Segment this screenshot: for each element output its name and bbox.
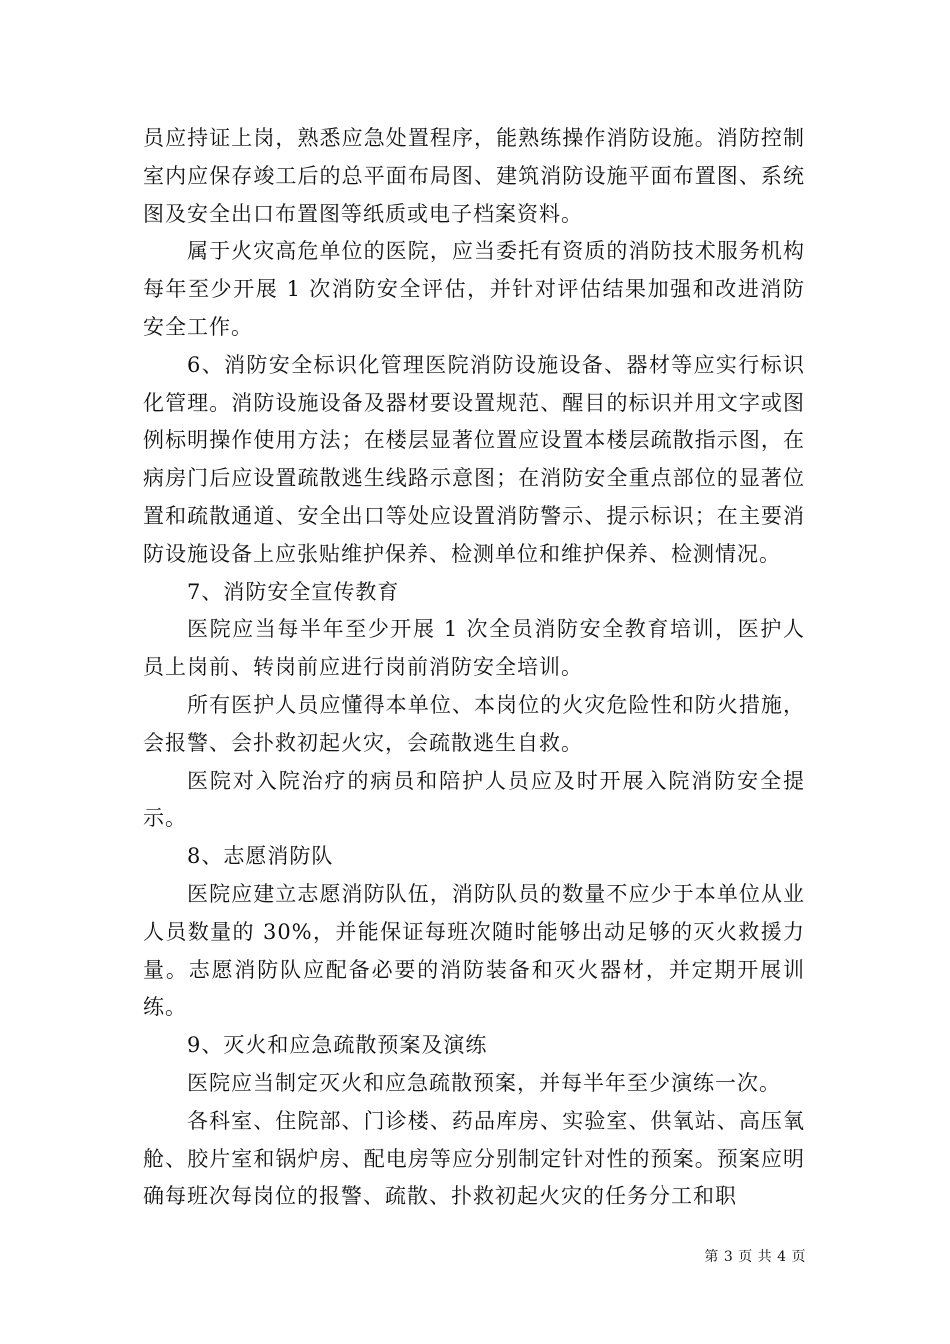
page-number-footer: 第 3 页 共 4 页	[704, 1249, 806, 1265]
paragraph-12: 各科室、住院部、门诊楼、药品库房、实验室、供氧站、高压氧舱、胶片室和锅炉房、配电房等应分别制定针对性的预案。预案应明确每班次每岗位的报警、疏散、扑救初起火灾的任务分工和职	[143, 1108, 805, 1209]
paragraph-11: 医院应当制定灭火和应急疏散预案，并每半年至少演练一次。	[187, 1070, 781, 1095]
paragraph-1: 员应持证上岗，熟悉应急处置程序，能熟练操作消防设施。消防控制室内应保存竣工后的总平面布局图、建筑消防设施平面布置图、系统图及安全出口布置图等纸质或电子档案资料。	[143, 126, 805, 226]
paragraph-3: 6、消防安全标识化管理医院消防设施设备、器材等应实行标识化管理。消防设施设备及器材要设置规范、醒目的标识并用文字或图例标明操作使用方法；在楼层显著位置应设置本楼层疏散指示图，在病房门后应设置疏散逃生线路示意图；在消防安全重点部位的显著位置和疏散通道、安全出口等处应设置消防警示、提示标识；在主要消防设施设备上应张贴维护保养、检测单位和维护保养、检测情况。	[143, 352, 805, 566]
section-heading-9: 9、灭火和应急疏散预案及演练	[187, 1033, 488, 1058]
paragraph-9: 医院应建立志愿消防队伍，消防队员的数量不应少于本单位从业人员数量的 30%，并能保证每班次随时能够出动足够的灭火救援力量。志愿消防队应配备必要的消防装备和灭火器材，并定期开展训练。	[143, 881, 805, 1020]
document-body	[143, 120, 805, 1216]
section-heading-8: 8、志愿消防队	[187, 844, 334, 869]
paragraph-6: 所有医护人员应懂得本单位、本岗位的火灾危险性和防火措施，会报警、会扑救初起火灾，会疏散逃生自救。	[143, 692, 805, 755]
section-heading-7: 7、消防安全宣传教育	[187, 579, 400, 604]
paragraph-7: 医院对入院治疗的病员和陪护人员应及时开展入院消防安全提示。	[143, 768, 805, 831]
paragraph-2: 属于火灾高危单位的医院，应当委托有资质的消防技术服务机构每年至少开展 1 次消防安全评估，并针对评估结果加强和改进消防安全工作。	[143, 239, 805, 339]
paragraph-5: 医院应当每半年至少开展 1 次全员消防安全教育培训，医护人员上岗前、转岗前应进行岗前消防安全培训。	[143, 617, 805, 680]
